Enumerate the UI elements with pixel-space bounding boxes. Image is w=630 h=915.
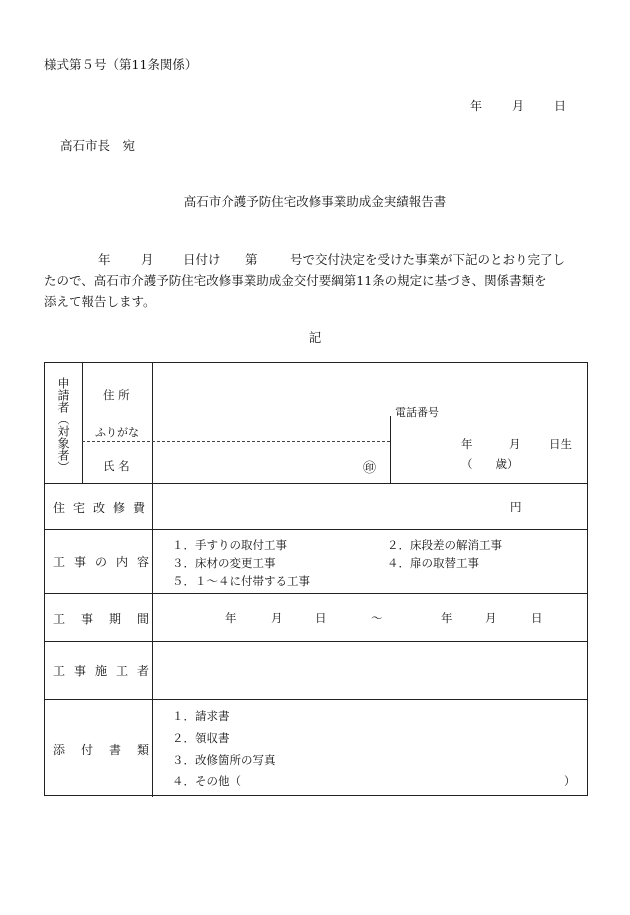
contractor-label: 工事施工者 xyxy=(53,664,159,678)
period-month-start: 月 xyxy=(271,611,283,625)
date-year: 年 xyxy=(470,99,483,113)
body-day: 日付け xyxy=(183,252,221,267)
body-dai: 第 xyxy=(245,252,258,267)
report-form-table xyxy=(44,362,588,796)
seal-mark: ㊞ xyxy=(363,461,377,476)
body-month: 月 xyxy=(141,252,154,267)
period-day-start: 日 xyxy=(315,611,327,625)
period-label: 工事期間 xyxy=(53,612,166,626)
form-number: 様式第５号（第11条関係） xyxy=(44,57,198,72)
work-item-2: ２．床段差の解消工事 xyxy=(387,538,502,552)
address-label: 住 所 xyxy=(103,388,130,402)
birth-year: 年 xyxy=(461,437,473,451)
yen-unit: 円 xyxy=(510,500,522,514)
cost-label: 住宅改修費 xyxy=(53,501,154,515)
attachments-label: 添付書類 xyxy=(53,743,166,757)
work-item-5: ５．１～４に付帯する工事 xyxy=(172,574,310,588)
work-item-3: ３．床材の変更工事 xyxy=(172,556,276,570)
work-item-4: ４．扉の取替工事 xyxy=(387,556,479,570)
period-month-end: 月 xyxy=(485,611,497,625)
document-title: 高石市介護予防住宅改修事業助成金実績報告書 xyxy=(183,194,447,209)
phone-label: 電話番号 xyxy=(395,406,439,419)
work-content-label: 工事の内容 xyxy=(53,555,159,569)
body-line1-rest: 号で交付決定を受けた事業が下記のとおり完了し xyxy=(290,252,566,267)
birth-month: 月 xyxy=(509,437,521,451)
attachment-item-1: １．請求書 xyxy=(172,709,230,723)
date-day: 日 xyxy=(554,99,567,113)
body-line2: たので、高石市介護予防住宅改修事業助成金交付要綱第11条の規定に基づき、関係書類を xyxy=(44,273,547,288)
period-year-start: 年 xyxy=(225,611,237,625)
applicant-label: 申請者（対象者） xyxy=(56,377,70,473)
attachment-item-2: ２．領収書 xyxy=(172,731,230,745)
ki-mark: 記 xyxy=(308,330,322,345)
body-line3: 添えて報告します。 xyxy=(44,294,156,309)
birth-day: 日生 xyxy=(549,437,572,451)
period-tilde: ～ xyxy=(371,611,383,625)
period-day-end: 日 xyxy=(531,611,543,625)
birth-age: （ 歳） xyxy=(461,457,519,471)
recipient: 高石市長 宛 xyxy=(60,138,136,153)
work-item-1: １．手すりの取付工事 xyxy=(172,538,287,552)
period-year-end: 年 xyxy=(441,611,453,625)
name-label: 氏 名 xyxy=(103,459,130,473)
attachment-close-paren: ） xyxy=(564,774,576,788)
date-month: 月 xyxy=(512,99,525,113)
attachment-item-3: ３．改修箇所の写真 xyxy=(172,753,276,767)
furigana-label: ふりがな xyxy=(95,426,139,439)
body-year: 年 xyxy=(98,252,111,267)
attachment-item-4: ４．その他（ xyxy=(172,774,241,788)
